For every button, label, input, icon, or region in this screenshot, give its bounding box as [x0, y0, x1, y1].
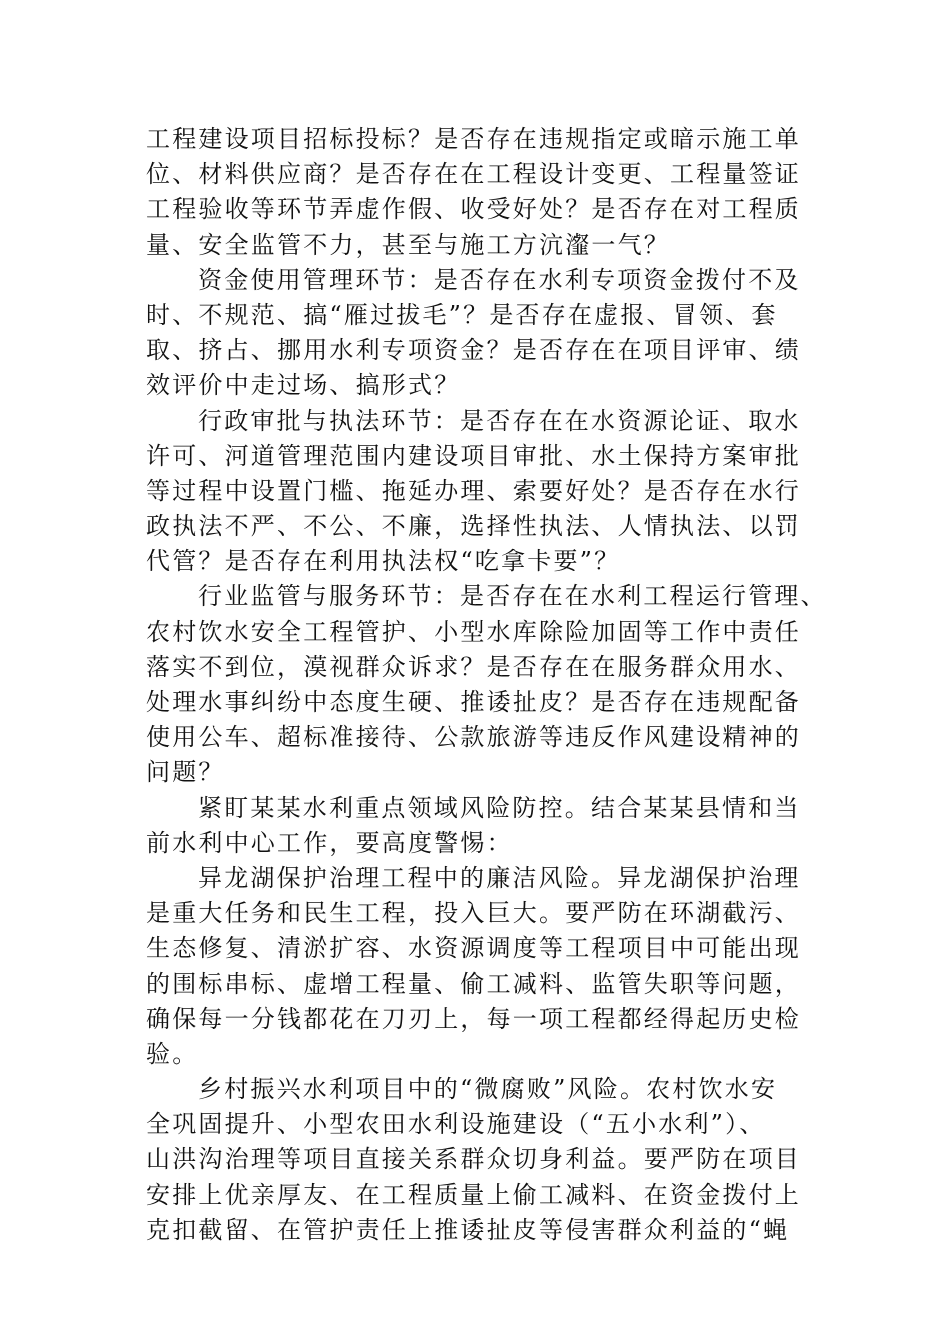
text-line: 验。	[146, 1039, 199, 1068]
text-line: 处理水事纠纷中态度生硬、推诿扯皮？是否存在违规配备	[146, 688, 801, 716]
text-line: 取、挤占、挪用水利专项资金？是否存在在项目评审、绩	[146, 336, 801, 365]
text-line: 工程建设项目招标投标？是否存在违规指定或暗示施工单	[146, 125, 801, 153]
text-line: 的围标串标、虚增工程量、偷工减料、监管失职等问题，	[146, 969, 801, 998]
paragraph-first-line: 资金使用管理环节：是否存在水利专项资金拨付不及	[198, 265, 801, 294]
text-line: 工程验收等环节弄虚作假、收受好处？是否存在对工程质	[146, 195, 801, 224]
text-line: 克扣截留、在管护责任上推诿扯皮等侵害群众利益的“蝇	[146, 1215, 790, 1244]
text-line: 前水利中心工作，要高度警惕：	[146, 828, 513, 857]
text-line: 位、材料供应商？是否存在在工程设计变更、工程量签证	[146, 160, 801, 189]
document-body	[146, 122, 827, 1248]
paragraph-first-line: 行政审批与执法环节：是否存在在水资源论证、取水	[198, 406, 801, 435]
text-line: 问题？	[146, 758, 225, 787]
text-line: 确保每一分钱都花在刀刃上，每一项工程都经得起历史检	[146, 1004, 801, 1033]
paragraph-first-line: 异龙湖保护治理工程中的廉洁风险。异龙湖保护治理	[198, 863, 801, 892]
text-line: 代管？是否存在利用执法权“吃拿卡要”？	[146, 547, 621, 576]
text-line: 政执法不严、不公、不廉，选择性执法、人情执法、以罚	[146, 512, 801, 541]
text-line: 量、安全监管不力，甚至与施工方沆瀣一气？	[146, 230, 670, 259]
text-line: 全巩固提升、小型农田水利设施建设（“五小水利”）、	[146, 1110, 766, 1139]
text-line: 安排上优亲厚友、在工程质量上偷工减料、在资金拨付上	[146, 1180, 801, 1209]
text-line: 时、不规范、搞“雁过拔毛”？是否存在虚报、冒领、套	[146, 300, 778, 329]
text-line: 等过程中设置门槛、拖延办理、索要好处？是否存在水行	[146, 476, 801, 505]
text-line: 农村饮水安全工程管护、小型水库除险加固等工作中责任	[146, 617, 801, 646]
text-line: 是重大任务和民生工程，投入巨大。要严防在环湖截污、	[146, 899, 801, 928]
paragraph-first-line: 乡村振兴水利项目中的“微腐败”风险。农村饮水安	[198, 1075, 778, 1104]
text-line: 生态修复、清淤扩容、水资源调度等工程项目中可能出现	[146, 934, 801, 963]
text-line: 山洪沟治理等项目直接关系群众切身利益。要严防在项目	[146, 1145, 801, 1174]
text-line: 使用公车、超标准接待、公款旅游等违反作风建设精神的	[146, 723, 801, 752]
text-line: 许可、河道管理范围内建设项目审批、水土保持方案审批	[146, 441, 801, 470]
text-line: 效评价中走过场、搞形式？	[146, 371, 461, 400]
paragraph-first-line: 紧盯某某水利重点领域风险防控。结合某某县情和当	[198, 793, 801, 822]
paragraph-first-line: 行业监管与服务环节：是否存在在水利工程运行管理、	[198, 582, 827, 611]
text-line: 落实不到位，漠视群众诉求？是否存在在服务群众用水、	[146, 652, 801, 681]
